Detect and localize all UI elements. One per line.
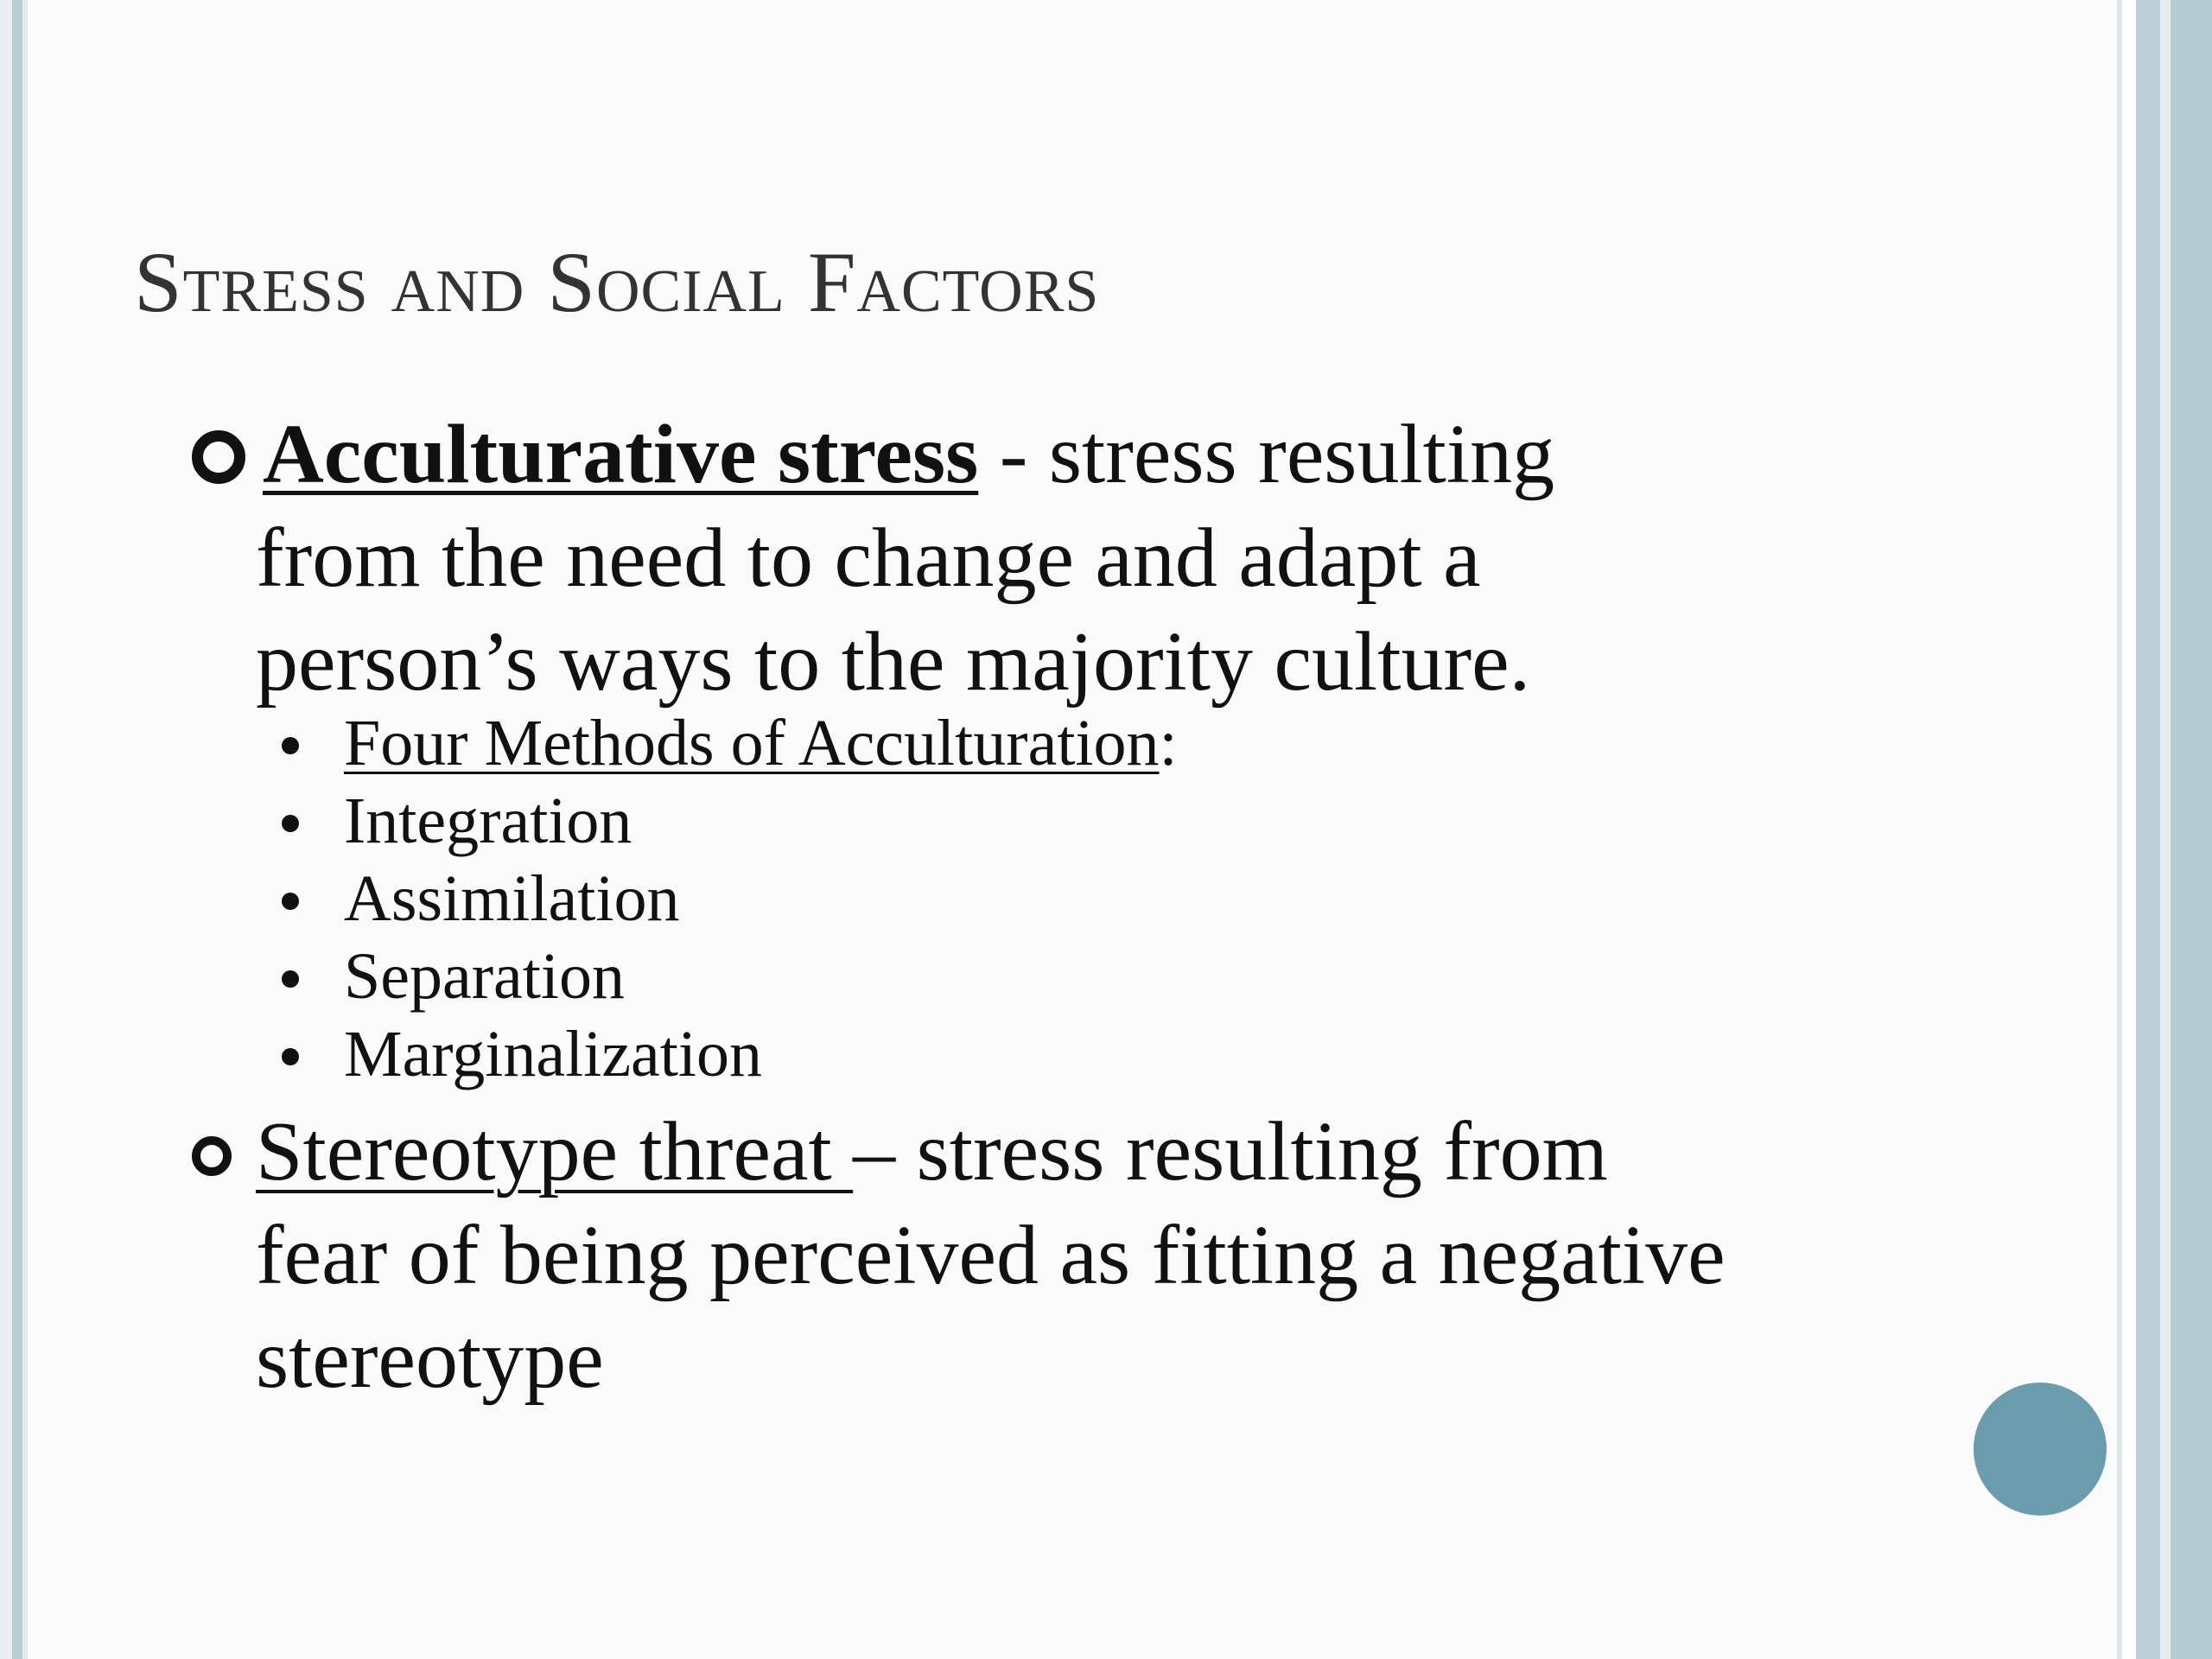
- ring-bullet-icon: [192, 1136, 232, 1176]
- decorative-circle: [1974, 1382, 2107, 1516]
- right-border-stripe: [2171, 0, 2212, 1659]
- term-separator: –: [853, 1105, 917, 1198]
- list-item-heading: [276, 704, 1178, 782]
- definition-text: stereotype: [256, 1313, 604, 1406]
- left-border-stripe: [0, 0, 12, 1659]
- term-stereotype-threat: Stereotype threat: [256, 1105, 854, 1198]
- bullet-line: [256, 1099, 1608, 1205]
- list-item: [276, 1015, 1178, 1093]
- list-item-text: Separation: [344, 940, 626, 1013]
- term-acculturative-stress: Acculturative stress: [263, 408, 979, 501]
- definition-text: stress resulting from: [916, 1105, 1608, 1198]
- right-border-stripe: [2122, 0, 2136, 1659]
- definition-text: from the need to change and adapt a: [256, 512, 1481, 605]
- bullet-dot-icon: [282, 737, 299, 754]
- definition-text: stress resulting: [1048, 408, 1555, 501]
- definition-text: person’s ways to the majority culture.: [256, 615, 1531, 709]
- definition-text: fear of being perceived as fitting a negative: [256, 1209, 1726, 1302]
- term-separator: -: [978, 408, 1049, 501]
- list-item: [276, 782, 1178, 860]
- slide-title: Stress and Social Factors: [134, 234, 1100, 330]
- ring-bullet-icon: [192, 430, 245, 484]
- acculturation-methods-list: [276, 704, 1178, 1093]
- right-border-stripe: [2160, 0, 2171, 1659]
- bullet-dot-icon: [282, 970, 299, 988]
- subheading-suffix: :: [1159, 707, 1178, 779]
- list-item-text: Assimilation: [344, 862, 680, 935]
- subheading-text: Four Methods of Acculturation: [344, 707, 1160, 779]
- bullet-dot-icon: [282, 1048, 299, 1065]
- bullet-line: [263, 402, 1554, 507]
- list-item-text: Integration: [344, 785, 632, 857]
- list-item: [276, 860, 1178, 938]
- bullet-dot-icon: [282, 893, 299, 910]
- bullet-dot-icon: [282, 815, 299, 832]
- right-border-stripe: [2136, 0, 2160, 1659]
- list-item: [276, 938, 1178, 1015]
- list-item-text: Marginalization: [344, 1018, 763, 1090]
- left-border-stripe: [22, 0, 28, 1659]
- left-border-stripe: [12, 0, 22, 1659]
